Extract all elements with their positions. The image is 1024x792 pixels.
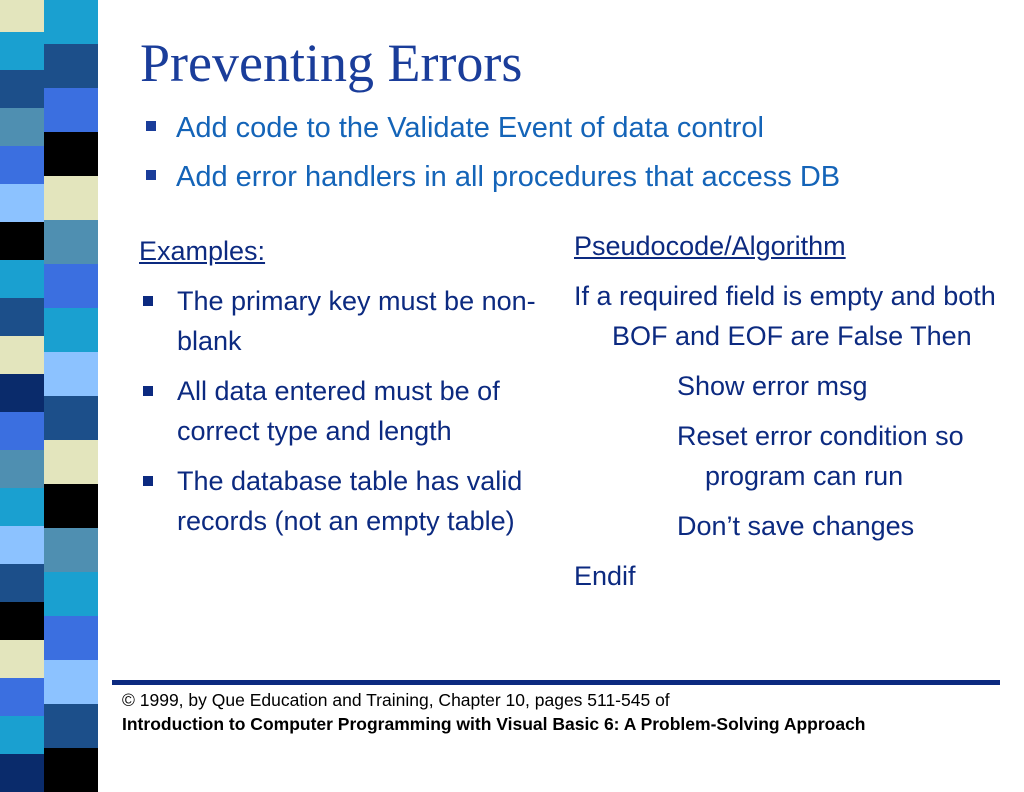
stripe-block: [0, 0, 44, 32]
bullet-square-icon: [143, 296, 153, 306]
stripe-block: [0, 70, 44, 108]
footer-book-title: Introduction to Computer Programming with Visual Basic 6: A Problem-Solving Approach: [122, 714, 866, 734]
stripe-block: [44, 572, 98, 616]
stripe-block: [0, 526, 44, 564]
example-item-data-type: [139, 371, 544, 451]
stripe-block: [44, 440, 98, 484]
stripe-block: [44, 264, 98, 308]
stripe-block: [44, 396, 98, 440]
stripe-block: [0, 222, 44, 260]
pseudocode-heading: Pseudocode/Algorithm: [574, 231, 846, 261]
stripe-block: [0, 146, 44, 184]
slide-title: Preventing Errors: [140, 33, 523, 93]
stripe-block: [0, 678, 44, 716]
stripe-block: [44, 660, 98, 704]
stripe-block: [44, 88, 98, 132]
example-item-valid-records: [139, 461, 544, 541]
stripe-block: [44, 44, 98, 88]
bullet-square-icon: [143, 386, 153, 396]
stripe-block: [0, 488, 44, 526]
examples-column: [139, 231, 544, 541]
example-text: The primary key must be non-blank: [177, 286, 536, 356]
pseudocode-action-dont-save: Don’t save changes: [677, 511, 915, 541]
footer-copyright: © 1999, by Que Education and Training, Chapter 10, pages 511-545 of: [122, 690, 670, 710]
stripe-block: [0, 564, 44, 602]
example-item-primary-key: [139, 281, 544, 361]
top-bullet-text: Add code to the Validate Event of data control: [176, 112, 764, 144]
top-bullet-validate: [146, 114, 764, 143]
stripe-block: [44, 704, 98, 748]
bullet-square-icon: [146, 121, 156, 131]
stripe-block: [44, 352, 98, 396]
top-bullet-text: Add error handlers in all procedures that access DB: [176, 161, 841, 193]
top-bullet-handlers: [146, 163, 840, 192]
stripe-block: [0, 602, 44, 640]
pseudocode-column: [574, 226, 994, 596]
stripe-block: [44, 132, 98, 176]
stripe-block: [44, 308, 98, 352]
stripe-block: [0, 374, 44, 412]
stripe-block: [0, 32, 44, 70]
examples-heading: Examples:: [139, 236, 266, 266]
stripe-block: [0, 716, 44, 754]
stripe-block: [44, 616, 98, 660]
bullet-square-icon: [143, 476, 153, 486]
stripe-block: [0, 754, 44, 792]
stripe-block: [0, 336, 44, 374]
pseudocode-endif: Endif: [574, 561, 636, 591]
stripe-block: [0, 260, 44, 298]
stripe-block: [0, 184, 44, 222]
example-text: All data entered must be of correct type and length: [177, 376, 500, 446]
footer-divider: [112, 680, 1000, 685]
stripe-block: [44, 176, 98, 220]
stripe-block: [44, 484, 98, 528]
stripe-block: [44, 0, 98, 44]
pseudocode-action-show-error: Show error msg: [677, 371, 868, 401]
stripe-block: [44, 748, 98, 792]
pseudocode-action-reset: Reset error condition so program can run: [677, 421, 964, 491]
bullet-square-icon: [146, 170, 156, 180]
stripe-block: [44, 528, 98, 572]
stripe-block: [0, 108, 44, 146]
stripe-block: [0, 640, 44, 678]
pseudocode-condition: If a required field is empty and both BOF and EOF are False Then: [574, 281, 996, 351]
stripe-block: [0, 298, 44, 336]
decorative-stripe-band: [0, 0, 98, 768]
stripe-block: [0, 412, 44, 450]
example-text: The database table has valid records (not an empty table): [177, 466, 523, 536]
stripe-block: [0, 450, 44, 488]
stripe-block: [44, 220, 98, 264]
